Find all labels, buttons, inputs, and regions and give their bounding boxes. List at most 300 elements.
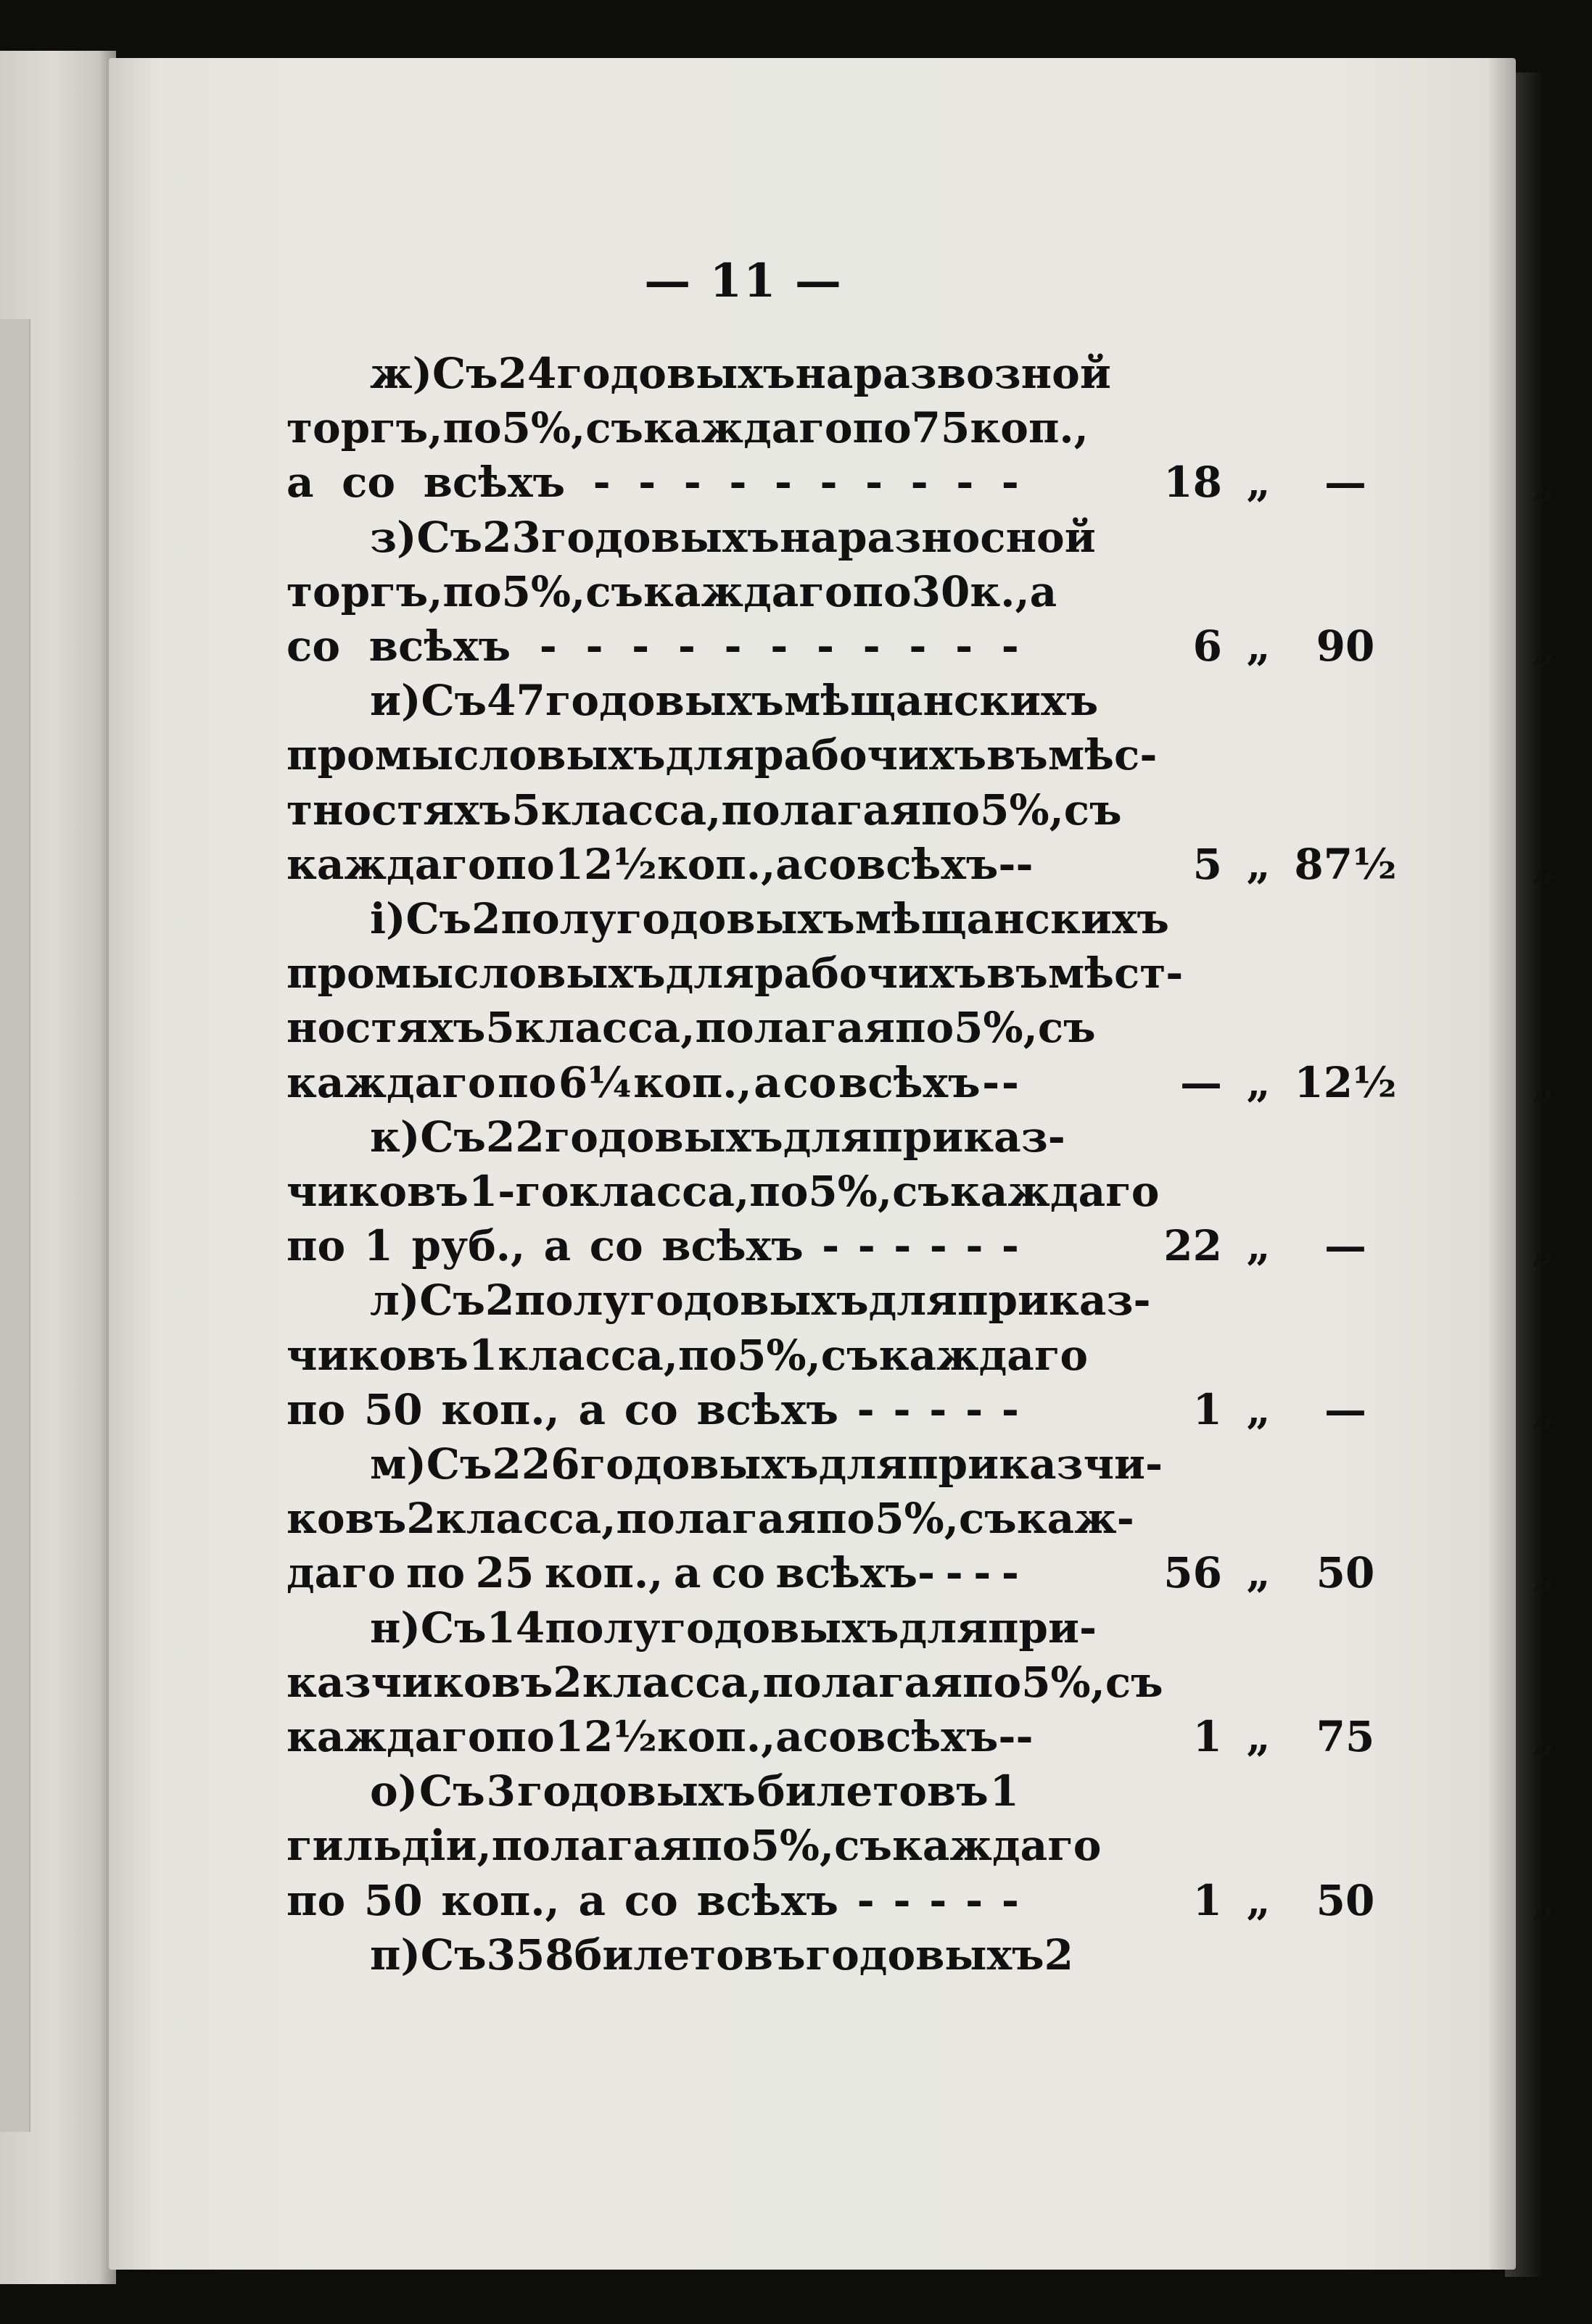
word: - xyxy=(1001,458,1019,507)
word: со xyxy=(802,840,857,889)
word: каждаго xyxy=(643,403,853,452)
word: въ xyxy=(986,730,1048,780)
word: по xyxy=(852,567,912,616)
word: - xyxy=(965,1876,983,1925)
text-line xyxy=(286,565,1057,619)
word: 5 xyxy=(511,785,541,835)
ditto-mark: „ xyxy=(1246,1712,1271,1761)
word: годовыхъ xyxy=(544,1112,783,1162)
word: - xyxy=(724,621,742,671)
word: по xyxy=(816,1494,875,1543)
word: а xyxy=(754,1058,781,1107)
word: коп., xyxy=(544,1548,664,1597)
word: каждаго xyxy=(286,840,496,889)
word: 24 xyxy=(498,349,557,398)
word: полагая xyxy=(616,1494,817,1543)
word: 5%, xyxy=(501,403,586,452)
word: 47 xyxy=(487,676,545,725)
word: 2 xyxy=(406,1494,436,1543)
word: полагая xyxy=(695,1003,896,1052)
word: - xyxy=(1001,1876,1019,1925)
word: - xyxy=(929,1385,947,1434)
ditto-mark: „ xyxy=(1531,1548,1556,1597)
word: по xyxy=(852,403,912,452)
word: 5%, xyxy=(875,1494,959,1543)
word: класса, xyxy=(514,1003,696,1052)
kopecks-amount: — xyxy=(1324,458,1366,507)
word: к) xyxy=(370,1112,421,1162)
word: каждаго xyxy=(286,1712,496,1761)
word: всѣхъ xyxy=(661,1221,804,1270)
word: ностяхъ xyxy=(286,1003,486,1052)
rubles-amount: 18 xyxy=(1163,458,1222,507)
page-number: — 11 — xyxy=(644,254,843,308)
word: - xyxy=(632,621,650,671)
word: к., xyxy=(970,567,1030,616)
word: билетовъ xyxy=(756,1766,989,1816)
text-line xyxy=(286,1219,1019,1273)
word: со xyxy=(802,1712,857,1761)
word: по xyxy=(495,1712,555,1761)
word: - xyxy=(1001,1385,1019,1434)
word: - xyxy=(677,621,696,671)
text-line xyxy=(286,1001,1096,1054)
word: - xyxy=(929,1876,947,1925)
word: - xyxy=(973,1548,991,1597)
word: 1 xyxy=(468,1331,498,1380)
ditto-mark: „ xyxy=(1246,1548,1271,1597)
text-line xyxy=(286,1165,1160,1218)
kopecks-amount: 50 xyxy=(1316,1876,1375,1925)
text-line xyxy=(286,1710,1034,1763)
text-line xyxy=(286,1383,1019,1436)
word: Съ xyxy=(419,1275,485,1325)
word: - xyxy=(1001,1058,1019,1107)
word: полугодовыхъ xyxy=(514,1275,869,1325)
text-line xyxy=(286,946,1184,1000)
ditto-mark: „ xyxy=(1246,1876,1271,1925)
text-line xyxy=(370,1928,1074,1982)
word: 30 xyxy=(911,567,970,616)
word: по xyxy=(920,785,981,835)
word: 50 xyxy=(363,1385,423,1434)
word: коп., xyxy=(633,1058,752,1107)
word: для xyxy=(783,1112,873,1162)
word: - xyxy=(857,1876,875,1925)
word: по xyxy=(677,1331,738,1380)
word: а xyxy=(286,458,314,507)
word: класса, xyxy=(540,785,722,835)
word: - xyxy=(1015,840,1034,889)
word: 2 xyxy=(471,894,501,943)
kopecks-amount: 87½ xyxy=(1294,840,1397,889)
word: мѣс- xyxy=(1047,730,1158,780)
word: со xyxy=(712,1548,766,1597)
word: по xyxy=(691,1821,751,1870)
text-line xyxy=(370,1437,1163,1491)
word: 5%, xyxy=(750,1821,835,1870)
word: 75 xyxy=(911,403,970,452)
word: съ xyxy=(820,1331,879,1380)
word: - xyxy=(965,1385,983,1434)
word: по xyxy=(286,1385,346,1434)
text-line xyxy=(370,674,1099,727)
text-line xyxy=(286,728,1158,782)
word: - xyxy=(956,458,974,507)
word: 358 xyxy=(486,1930,574,1980)
word: Съ xyxy=(420,1112,486,1162)
word: - xyxy=(539,621,557,671)
word: съ xyxy=(834,1821,892,1870)
word: со xyxy=(589,1221,643,1270)
rubles-amount: 56 xyxy=(1163,1548,1222,1597)
word: - xyxy=(1001,1548,1019,1597)
ditto-mark: „ xyxy=(1531,621,1556,671)
word: коп., xyxy=(656,1712,776,1761)
word: по xyxy=(498,1058,557,1107)
page-content xyxy=(286,0,1556,2324)
text-line xyxy=(286,401,1089,455)
word: 1-го xyxy=(468,1167,569,1216)
word: 12½ xyxy=(554,1712,657,1761)
text-line xyxy=(370,347,1111,400)
word: 2 xyxy=(485,1275,515,1325)
word: 22 xyxy=(485,1112,545,1162)
ditto-mark: „ xyxy=(1246,1221,1271,1270)
kopecks-amount: 50 xyxy=(1316,1548,1375,1597)
text-line xyxy=(286,455,1019,509)
text-line xyxy=(370,510,1096,564)
word: съ xyxy=(1037,1003,1096,1052)
word: ковъ xyxy=(286,1494,407,1543)
word: съ xyxy=(585,567,644,616)
word: 226 xyxy=(492,1439,580,1489)
kopecks-amount: 90 xyxy=(1316,621,1375,671)
word: 14 xyxy=(486,1603,545,1653)
word: - xyxy=(820,458,838,507)
word: приказчи- xyxy=(907,1439,1163,1489)
word: мѣщанскихъ xyxy=(783,676,1099,725)
word: годовыхъ xyxy=(805,1930,1044,1980)
word: - xyxy=(893,1385,911,1434)
word: по xyxy=(286,1221,346,1270)
word: 5%, xyxy=(1021,1658,1105,1707)
text-line xyxy=(286,1819,1102,1872)
ditto-mark: „ xyxy=(1246,1058,1271,1107)
word: для xyxy=(899,1603,988,1653)
word: Съ xyxy=(405,894,472,943)
rubles-amount: 1 xyxy=(1192,1385,1222,1434)
word: со xyxy=(624,1876,678,1925)
text-line xyxy=(286,1874,1019,1927)
word: - xyxy=(729,458,747,507)
word: - xyxy=(894,1221,912,1270)
word: по xyxy=(286,1876,346,1925)
word: съ xyxy=(1105,1658,1163,1707)
word: для xyxy=(665,730,755,780)
word: каждаго xyxy=(286,1058,496,1107)
word: коп., xyxy=(441,1876,560,1925)
word: по xyxy=(442,403,502,452)
word: въ xyxy=(986,948,1048,998)
kopecks-amount: — xyxy=(1324,1221,1366,1270)
word: казчиковъ xyxy=(286,1658,553,1707)
rubles-amount: 1 xyxy=(1192,1712,1222,1761)
word: всѣхъ xyxy=(838,1058,981,1107)
word: м) xyxy=(370,1439,426,1489)
word: - xyxy=(909,621,927,671)
word: по xyxy=(962,1658,1022,1707)
word: - xyxy=(857,1221,875,1270)
word: торгъ, xyxy=(286,567,443,616)
ditto-mark: „ xyxy=(1531,1876,1556,1925)
word: коп., xyxy=(970,403,1089,452)
word: приказ- xyxy=(872,1112,1065,1162)
word: - xyxy=(945,1548,963,1597)
word: Съ xyxy=(419,1766,485,1816)
word: з) xyxy=(370,513,417,562)
word: - xyxy=(593,458,611,507)
word: промысловыхъ xyxy=(286,730,666,780)
word: коп., xyxy=(656,840,776,889)
rubles-amount: 1 xyxy=(1192,1876,1222,1925)
word: на xyxy=(779,513,838,562)
word: - xyxy=(683,458,701,507)
word: годовыхъ xyxy=(556,349,796,398)
text-line xyxy=(370,892,1169,946)
word: 5%, xyxy=(954,1003,1038,1052)
word: - xyxy=(998,840,1016,889)
facing-page-edge xyxy=(0,319,30,2132)
word: по xyxy=(495,840,555,889)
word: - xyxy=(862,621,880,671)
text-line xyxy=(370,1764,1019,1818)
word: 2 xyxy=(553,1658,582,1707)
word: 50 xyxy=(363,1876,423,1925)
ditto-mark: „ xyxy=(1246,621,1271,671)
word: по xyxy=(442,567,502,616)
ditto-mark: „ xyxy=(1531,1221,1556,1270)
word: приказ- xyxy=(957,1275,1151,1325)
word: 2 xyxy=(1044,1930,1074,1980)
text-line xyxy=(286,1056,1019,1109)
word: годовыхъ xyxy=(545,676,784,725)
word: а xyxy=(578,1385,606,1434)
ditto-mark: „ xyxy=(1531,1058,1556,1107)
word: каждаго xyxy=(878,1331,1089,1380)
word: каждаго xyxy=(643,567,853,616)
word: а xyxy=(673,1548,701,1597)
word: а xyxy=(775,840,803,889)
word: 5%, xyxy=(501,567,586,616)
word: развозной xyxy=(853,349,1111,398)
word: 1 xyxy=(363,1221,393,1270)
text-line xyxy=(286,619,1019,673)
word: Съ xyxy=(416,513,483,562)
text-line xyxy=(286,838,1034,891)
word: 25 xyxy=(475,1548,535,1597)
word: і) xyxy=(370,894,406,943)
word: а xyxy=(543,1221,572,1270)
word: годовыхъ xyxy=(580,1439,819,1489)
word: по xyxy=(895,1003,954,1052)
word: мѣст- xyxy=(1047,948,1184,998)
word: 5%, xyxy=(808,1167,893,1216)
word: - xyxy=(998,1712,1016,1761)
word: класса, xyxy=(569,1167,750,1216)
word: 6¼ xyxy=(558,1058,632,1107)
word: 5%, xyxy=(980,785,1064,835)
word: при- xyxy=(987,1603,1097,1653)
word: мѣщанскихъ xyxy=(854,894,1169,943)
word: - xyxy=(1001,621,1019,671)
word: разносной xyxy=(837,513,1096,562)
word: торгъ, xyxy=(286,403,443,452)
word: каж- xyxy=(1016,1494,1134,1543)
ditto-mark: „ xyxy=(1531,1712,1556,1761)
word: всѣхъ- xyxy=(775,1548,936,1597)
word: - xyxy=(910,458,928,507)
word: годовыхъ xyxy=(540,513,780,562)
word: а xyxy=(578,1876,606,1925)
ditto-mark: „ xyxy=(1531,1385,1556,1434)
ditto-mark: „ xyxy=(1246,1385,1271,1434)
word: - xyxy=(1001,1221,1019,1270)
text-line xyxy=(286,1655,1163,1709)
word: полагая xyxy=(762,1658,963,1707)
word: съ xyxy=(1063,785,1122,835)
rubles-amount: 22 xyxy=(1163,1221,1222,1270)
word: - xyxy=(816,621,835,671)
word: Съ xyxy=(421,676,487,725)
word: со xyxy=(342,458,396,507)
word: класса, xyxy=(435,1494,616,1543)
word: коп., xyxy=(441,1385,560,1434)
text-line xyxy=(286,1492,1134,1545)
word: по xyxy=(749,1167,809,1216)
word: полагая xyxy=(721,785,921,835)
word: а xyxy=(775,1712,803,1761)
word: - xyxy=(822,1221,840,1270)
word: съ xyxy=(892,1167,950,1216)
word: годовыхъ xyxy=(516,1766,756,1816)
word: - xyxy=(638,458,656,507)
word: всѣхъ xyxy=(696,1385,838,1434)
word: со xyxy=(286,621,341,671)
text-line xyxy=(286,1328,1089,1382)
word: для xyxy=(665,948,755,998)
word: полугодовыхъ xyxy=(500,894,855,943)
word: всѣхъ xyxy=(423,458,566,507)
word: - xyxy=(865,458,883,507)
word: промысловыхъ xyxy=(286,948,666,998)
word: - xyxy=(774,458,792,507)
word: по xyxy=(406,1548,466,1597)
kopecks-amount: 75 xyxy=(1316,1712,1375,1761)
word: класса, xyxy=(582,1658,763,1707)
word: л) xyxy=(370,1275,420,1325)
word: 3 xyxy=(486,1766,516,1816)
word: Съ xyxy=(420,1930,487,1980)
word: для xyxy=(818,1439,908,1489)
word: на xyxy=(795,349,854,398)
word: руб., xyxy=(411,1221,526,1270)
word: Съ xyxy=(426,1439,492,1489)
text-line xyxy=(286,783,1122,837)
word: и) xyxy=(370,676,421,725)
rubles-amount: 6 xyxy=(1192,621,1222,671)
word: каждаго xyxy=(891,1821,1102,1870)
word: всѣхъ xyxy=(368,621,511,671)
text-line xyxy=(286,1546,1019,1600)
word: а xyxy=(1029,567,1057,616)
ditto-mark: „ xyxy=(1531,458,1556,507)
word: 1 xyxy=(989,1766,1019,1816)
word: каждаго xyxy=(949,1167,1160,1216)
word: ж) xyxy=(370,349,433,398)
word: всѣхъ xyxy=(856,840,999,889)
word: о) xyxy=(370,1766,418,1816)
word: - xyxy=(857,1385,875,1434)
word: съ xyxy=(585,403,644,452)
word: чиковъ xyxy=(286,1167,469,1216)
text-line xyxy=(370,1273,1151,1327)
ditto-mark: „ xyxy=(1246,840,1271,889)
rubles-amount: 5 xyxy=(1192,840,1222,889)
text-line xyxy=(370,1110,1065,1164)
word: 5%, xyxy=(737,1331,821,1380)
word: 5 xyxy=(485,1003,515,1052)
word: Съ xyxy=(432,349,498,398)
word: со xyxy=(624,1385,678,1434)
word: - xyxy=(965,1221,983,1270)
word: - xyxy=(982,1058,1000,1107)
word: рабочихъ xyxy=(754,730,987,780)
word: всѣхъ xyxy=(696,1876,838,1925)
word: полагая xyxy=(491,1821,692,1870)
word: полугодовыхъ xyxy=(545,1603,899,1653)
word: - xyxy=(1015,1712,1034,1761)
word: билетовъ xyxy=(574,1930,806,1980)
rubles-amount: — xyxy=(1180,1058,1222,1107)
word: Съ xyxy=(420,1603,487,1653)
word: - xyxy=(585,621,603,671)
word: п) xyxy=(370,1930,421,1980)
word: 12½ xyxy=(554,840,657,889)
kopecks-amount: — xyxy=(1324,1385,1366,1434)
word: класса, xyxy=(498,1331,678,1380)
word: н) xyxy=(370,1603,421,1653)
word: тностяхъ xyxy=(286,785,512,835)
word: даго xyxy=(286,1548,396,1597)
word: съ xyxy=(958,1494,1017,1543)
text-line xyxy=(370,1601,1097,1655)
word: рабочихъ xyxy=(754,948,987,998)
word: 23 xyxy=(482,513,541,562)
word: - xyxy=(770,621,788,671)
kopecks-amount: 12½ xyxy=(1294,1058,1397,1107)
ditto-mark: „ xyxy=(1531,840,1556,889)
word: всѣхъ xyxy=(856,1712,999,1761)
word: со xyxy=(783,1058,837,1107)
word: гильдіи, xyxy=(286,1821,492,1870)
word: - xyxy=(929,1221,947,1270)
word: чиковъ xyxy=(286,1331,469,1380)
word: для xyxy=(868,1275,958,1325)
word: - xyxy=(955,621,973,671)
word: - xyxy=(893,1876,911,1925)
ditto-mark: „ xyxy=(1246,458,1271,507)
